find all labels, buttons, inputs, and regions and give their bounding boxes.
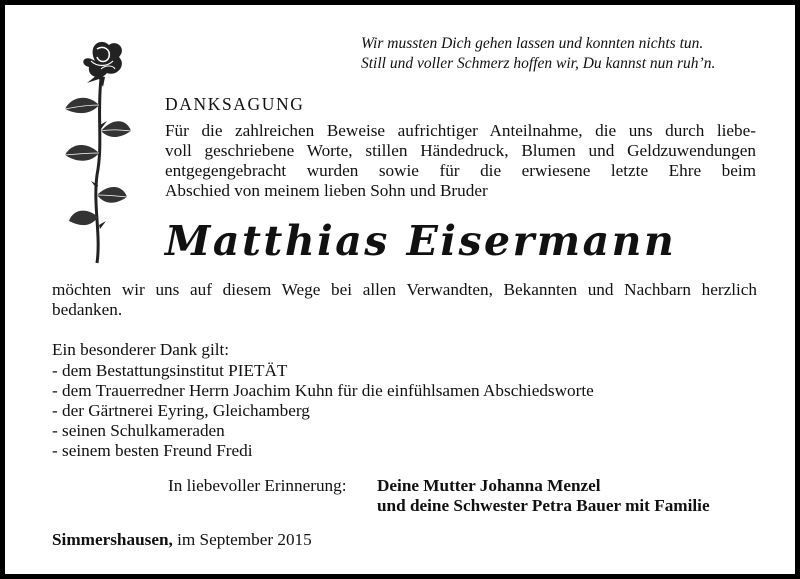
signatories — [377, 476, 710, 516]
place: Simmershausen, — [52, 530, 173, 549]
intro-paragraph — [165, 121, 756, 201]
heading-danksagung: DANKSAGUNG — [165, 94, 305, 114]
list-item: - dem Trauerredner Herrn Joachim Kuhn für die einfühlsamen Abschiedsworte — [52, 381, 594, 400]
list-item: - der Gärtnerei Eyring, Gleichamberg — [52, 401, 310, 420]
memory-label: In liebevoller Erinnerung: — [168, 476, 347, 495]
rose-icon — [57, 35, 133, 267]
intro-line-4: Abschied von meinem lieben Sohn und Bruder — [165, 181, 488, 200]
list-item: - seinen Schulkameraden — [52, 421, 225, 440]
thanks-line-1: möchten wir uns auf diesem Wege bei allen Verwandten, Bekannten und Nachbarn herzlich — [52, 280, 757, 299]
intro-line-1: Für die zahlreichen Beweise aufrichtiger Anteilnahme, die uns durch liebe- — [165, 121, 756, 140]
list-item: - dem Bestattungsinstitut PIETÄT — [52, 361, 288, 380]
list-item: - seinem besten Freund Fredi — [52, 441, 253, 460]
date: im September 2015 — [177, 530, 312, 549]
quote-line-1: Wir mussten Dich gehen lassen und konnten nichts tun. — [361, 35, 704, 52]
special-thanks-list — [52, 361, 594, 461]
quote-line-2: Still und voller Schmerz hoffen wir, Du kannst nun ruh’n. — [361, 55, 716, 72]
deceased-name: Matthias Eisermann — [165, 217, 677, 265]
intro-line-2: voll geschriebene Worte, stillen Händedruck, Blumen und Geldzuwendungen — [165, 141, 756, 160]
intro-line-3: entgegengebracht wurden sowie für die erwiesene letzte Ehre beim — [165, 161, 756, 180]
thanks-paragraph — [52, 280, 757, 320]
thanks-line-2: bedanken. — [52, 300, 123, 319]
special-thanks-heading: Ein besonderer Dank gilt: — [52, 340, 230, 359]
memorial-quote — [361, 34, 715, 74]
place-date — [52, 530, 312, 550]
signatory-line-1: Deine Mutter Johanna Menzel — [377, 476, 601, 495]
signatory-line-2: und deine Schwester Petra Bauer mit Familie — [377, 496, 710, 515]
